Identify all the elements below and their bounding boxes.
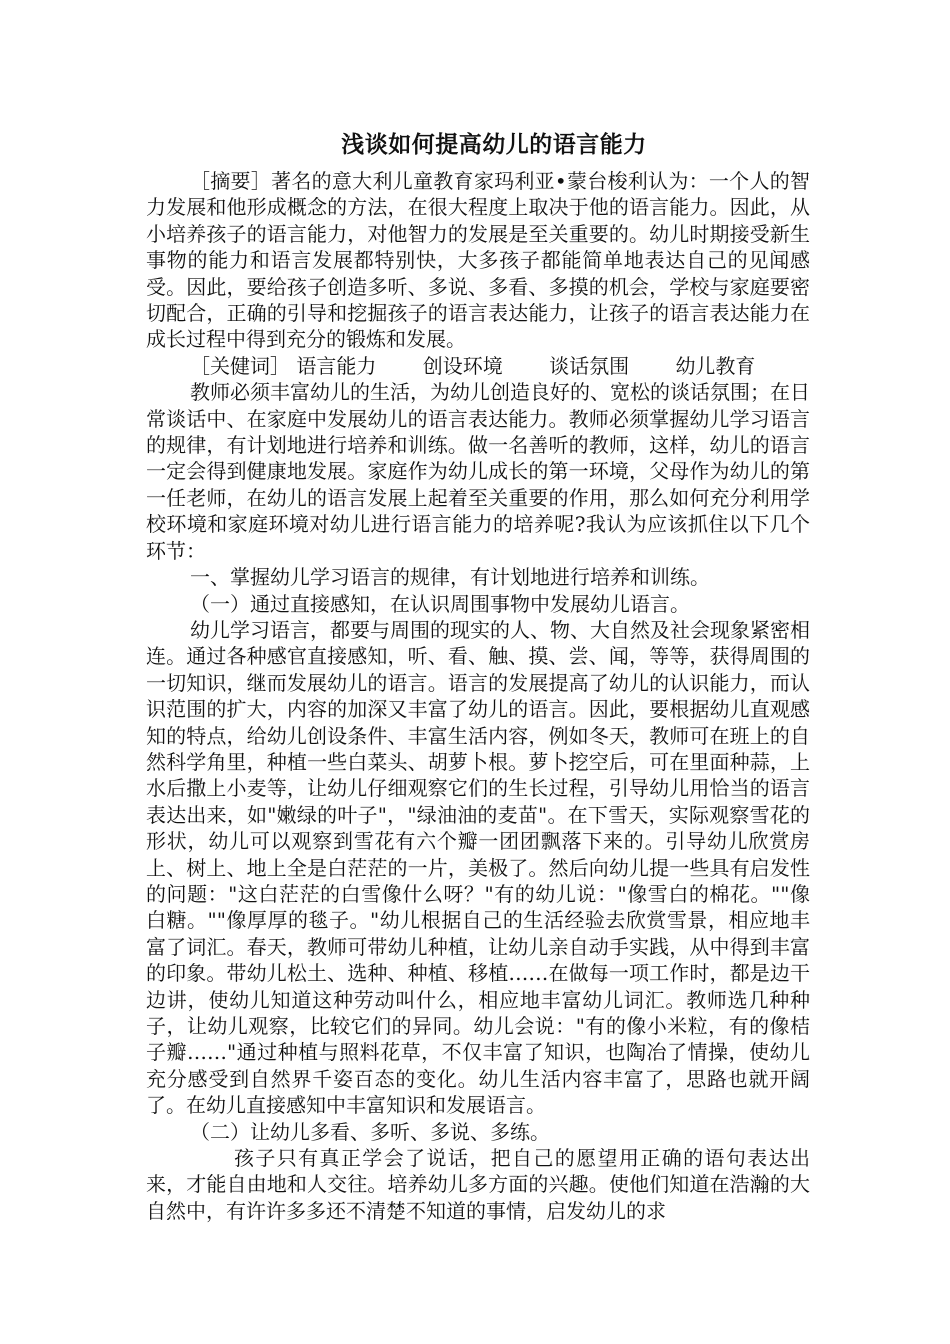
intro-paragraph: 教师必须丰富幼儿的生活，为幼儿创造良好的、宽松的谈话氛围；在日常谈话中、在家庭中发展幼儿的语言表达能力。教师必须掌握幼儿学习语言的规律，有计划地进行培养和训练。做一名善听的教师，这样，幼儿的语言一定会得到健康地发展。家庭作为幼儿成长的第一环境，父母作为幼儿的第一任老师，在幼儿的语言发展上起着至关重要的作用，那么如何充分利用学校环境和家庭环境对幼儿进行语言能力的培养呢?我认为应该抓住以下几个环节： <box>146 380 810 563</box>
document-page <box>146 128 810 1224</box>
subsection-heading: （一）通过直接感知，在认识周围事物中发展幼儿语言。 <box>190 591 690 616</box>
body-paragraph: 幼儿学习语言，都要与周围的现实的人、物、大自然及社会现象紧密相连。通过各种感官直接感知，听、看、触、摸、尝、闻，等等，获得周围的一切知识，继而发展幼儿的语言。语言的发展提高了幼儿的认识能力，而认识范围的扩大，内容的加深又丰富了幼儿的语言。因此，要根据幼儿直观感知的特点，给幼儿创设条件、丰富生活内容，例如冬天，教师可在班上的自然科学角里，种植一些白菜头、胡萝卜根。萝卜挖空后，可在里面种蒜，上水后撒上小麦等，让幼儿仔细观察它们的生长过程，引导幼儿用恰当的语言表达出来，如"嫩绿的叶子"，"绿油油的麦苗"。在下雪天，实际观察雪花的形状，幼儿可以观察到雪花有六个瓣一团团飘落下来的。引导幼儿欣赏房上、树上、地上全是白茫茫的一片，美极了。然后向幼儿提一些具有启发性的问题："这白茫茫的白雪像什么呀？"有的幼儿说："像雪白的棉花。""像白糖。""像厚厚的毯子。"幼儿根据自己的生活经验去欣赏雪景，相应地丰富了词汇。春天，教师可带幼儿种植，让幼儿亲自动手实践，从中得到丰富的印象。带幼儿松土、选种、种植、移植……在做每一项工作时，都是边干边讲，使幼儿知道这种劳动叫什么，相应地丰富幼儿词汇。教师选几种种子，让幼儿观察，比较它们的异同。幼儿会说："有的像小米粒，有的像桔子瓣……"通过种植与照料花草，不仅丰富了知识，也陶冶了情操，使幼儿充分感受到自然界千姿百态的变化。幼儿生活内容丰富了，思路也就开阔了。在幼儿直接感知中丰富知识和发展语言。 <box>146 617 810 1118</box>
abstract-paragraph: ［摘要］著名的意大利儿童教育家玛利亚•蒙台梭利认为：一个人的智力发展和他形成概念的方法，在很大程度上取决于他的语言能力。因此，从小培养孩子的语言能力，对他智力的发展是至关重要的。幼儿时期接受新生事物的能力和语言发展都特别快，大多孩子都能简单地表达自己的见闻感受。因此，要给孩子创造多听、多说、多看、多摸的机会，学校与家庭要密切配合，正确的引导和挖掘孩子的语言表达能力，让孩子的语言表达能力在成长过程中得到充分的锻炼和发展。 <box>146 169 810 352</box>
document-title: 浅谈如何提高幼儿的语言能力 <box>341 131 647 158</box>
section-heading: 一、掌握幼儿学习语言的规律，有计划地进行培养和训练。 <box>190 565 710 590</box>
keyword-item: 幼儿教育 <box>675 353 756 378</box>
body-paragraph: 孩子只有真正学会了说话，把自己的愿望用正确的语句表达出来，才能自由地和人交往。培养幼儿多方面的兴趣。使他们知道在浩瀚的大自然中，有许许多多还不清楚不知道的事情，启发幼儿的求 <box>146 1146 810 1223</box>
keyword-item: 语言能力 <box>296 353 377 378</box>
keywords-line <box>146 353 810 379</box>
keyword-item: 谈话氛围 <box>549 353 630 378</box>
keyword-item: 创设环境 <box>422 353 503 378</box>
subsection-heading: （二）让幼儿多看、多听、多说、多练。 <box>190 1119 550 1144</box>
keywords-label: ［关健词］ <box>190 353 290 378</box>
